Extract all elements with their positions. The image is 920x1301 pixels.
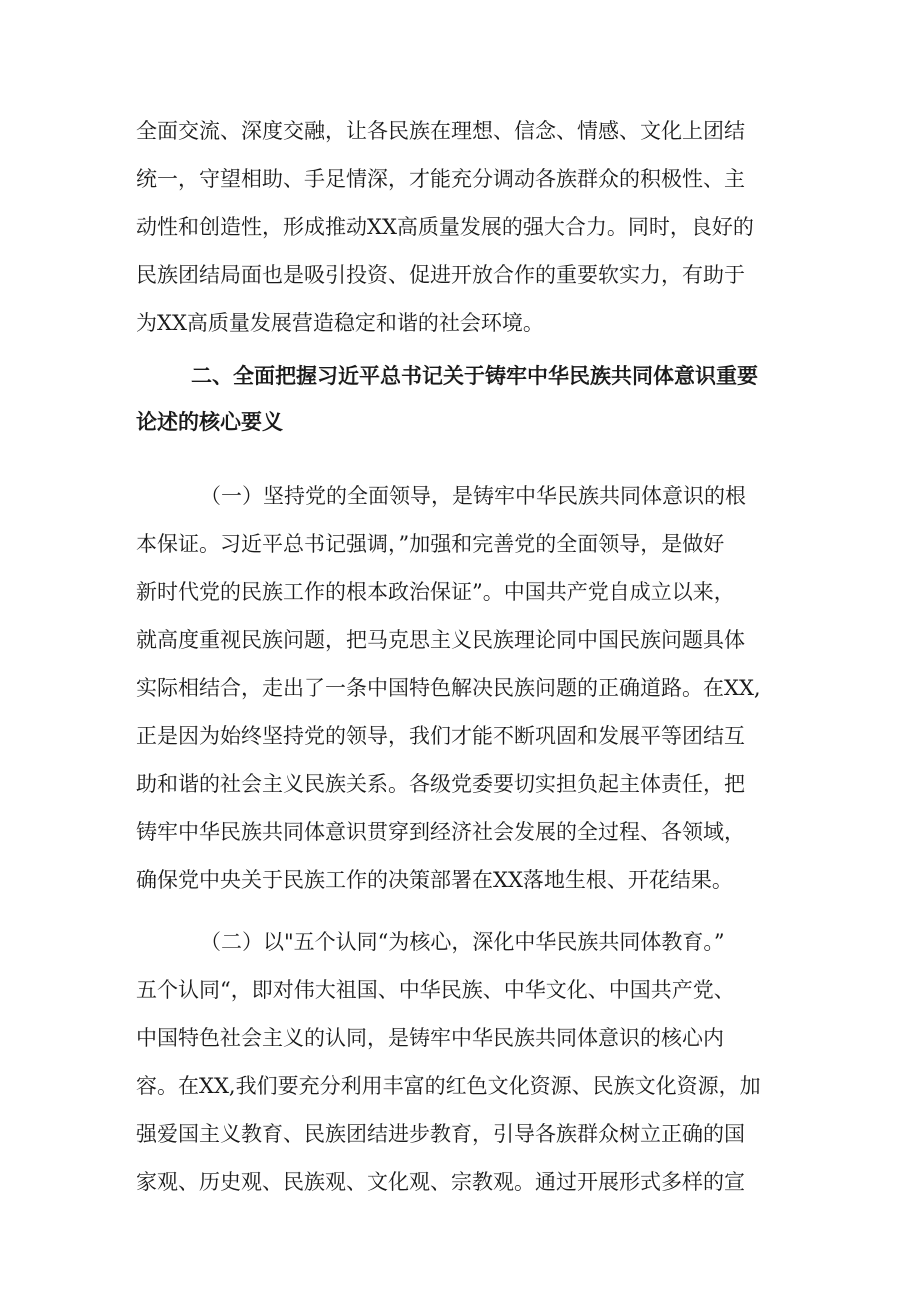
para2-line-7: 助和谐的社会主义民族关系。各级党委要切实担负起主体责任，把 [136,772,745,796]
para2-line-1: （一）坚持党的全面领导，是铸牢中华民族共同体意识的根 [200,484,746,508]
para3-line-3: 中国特色社会主义的认同，是铸牢中华民族共同体意识的核心内 [136,1026,724,1050]
para2-line-8: 铸牢中华民族共同体意识贯穿到经济社会发展的全过程、各领域， [136,820,745,844]
para1-line-4: 民族团结局面也是吸引投资、促进开放合作的重要软实力，有助于 [136,263,745,287]
para3-line-1: （二）以"五个认同“为核心，深化中华民族共同体教育。” [200,930,725,954]
section-heading-line-2: 论述的核心要义 [136,410,283,434]
para3-line-2: 五个认同“，即对伟大祖国、中华民族、中华文化、中国共产党、 [136,978,735,1002]
para1-line-5: 为XX高质量发展营造稳定和谐的社会环境。 [136,311,544,335]
para2-line-9: 确保党中央关于民族工作的决策部署在XX落地生根、开花结果。 [136,868,733,892]
para2-line-2: 本保证。习近平总书记强调，”加强和完善党的全面领导，是做好 [136,532,725,556]
section-heading-line-1: 二、全面把握习近平总书记关于铸牢中华民族共同体意识重要 [191,364,758,388]
para3-line-6: 家观、历史观、民族观、文化观、宗教观。通过开展形式多样的宣 [136,1170,745,1194]
para3-line-4: 容。在XX,我们要充分利用丰富的红色文化资源、民族文化资源，加 [136,1074,761,1098]
para2-line-5: 实际相结合，走出了一条中国特色解决民族问题的正确道路。在XX, [136,676,761,700]
para3-line-5: 强爱国主义教育、民族团结进步教育，引导各族群众树立正确的国 [136,1122,745,1146]
para1-line-1: 全面交流、深度交融，让各民族在理想、信念、情感、文化上团结 [136,119,745,143]
para2-line-4: 就高度重视民族问题，把马克思主义民族理论同中国民族问题具体 [136,628,745,652]
para1-line-2: 统一，守望相助、手足情深，才能充分调动各族群众的积极性、主 [136,167,745,191]
para2-line-6: 正是因为始终坚持党的领导，我们才能不断巩固和发展平等团结互 [136,724,745,748]
para1-line-3: 动性和创造性，形成推动XX高质量发展的强大合力。同时，良好的 [136,215,754,239]
para2-line-3: 新时代党的民族工作的根本政治保证”。中国共产党自成立以来， [136,580,735,604]
